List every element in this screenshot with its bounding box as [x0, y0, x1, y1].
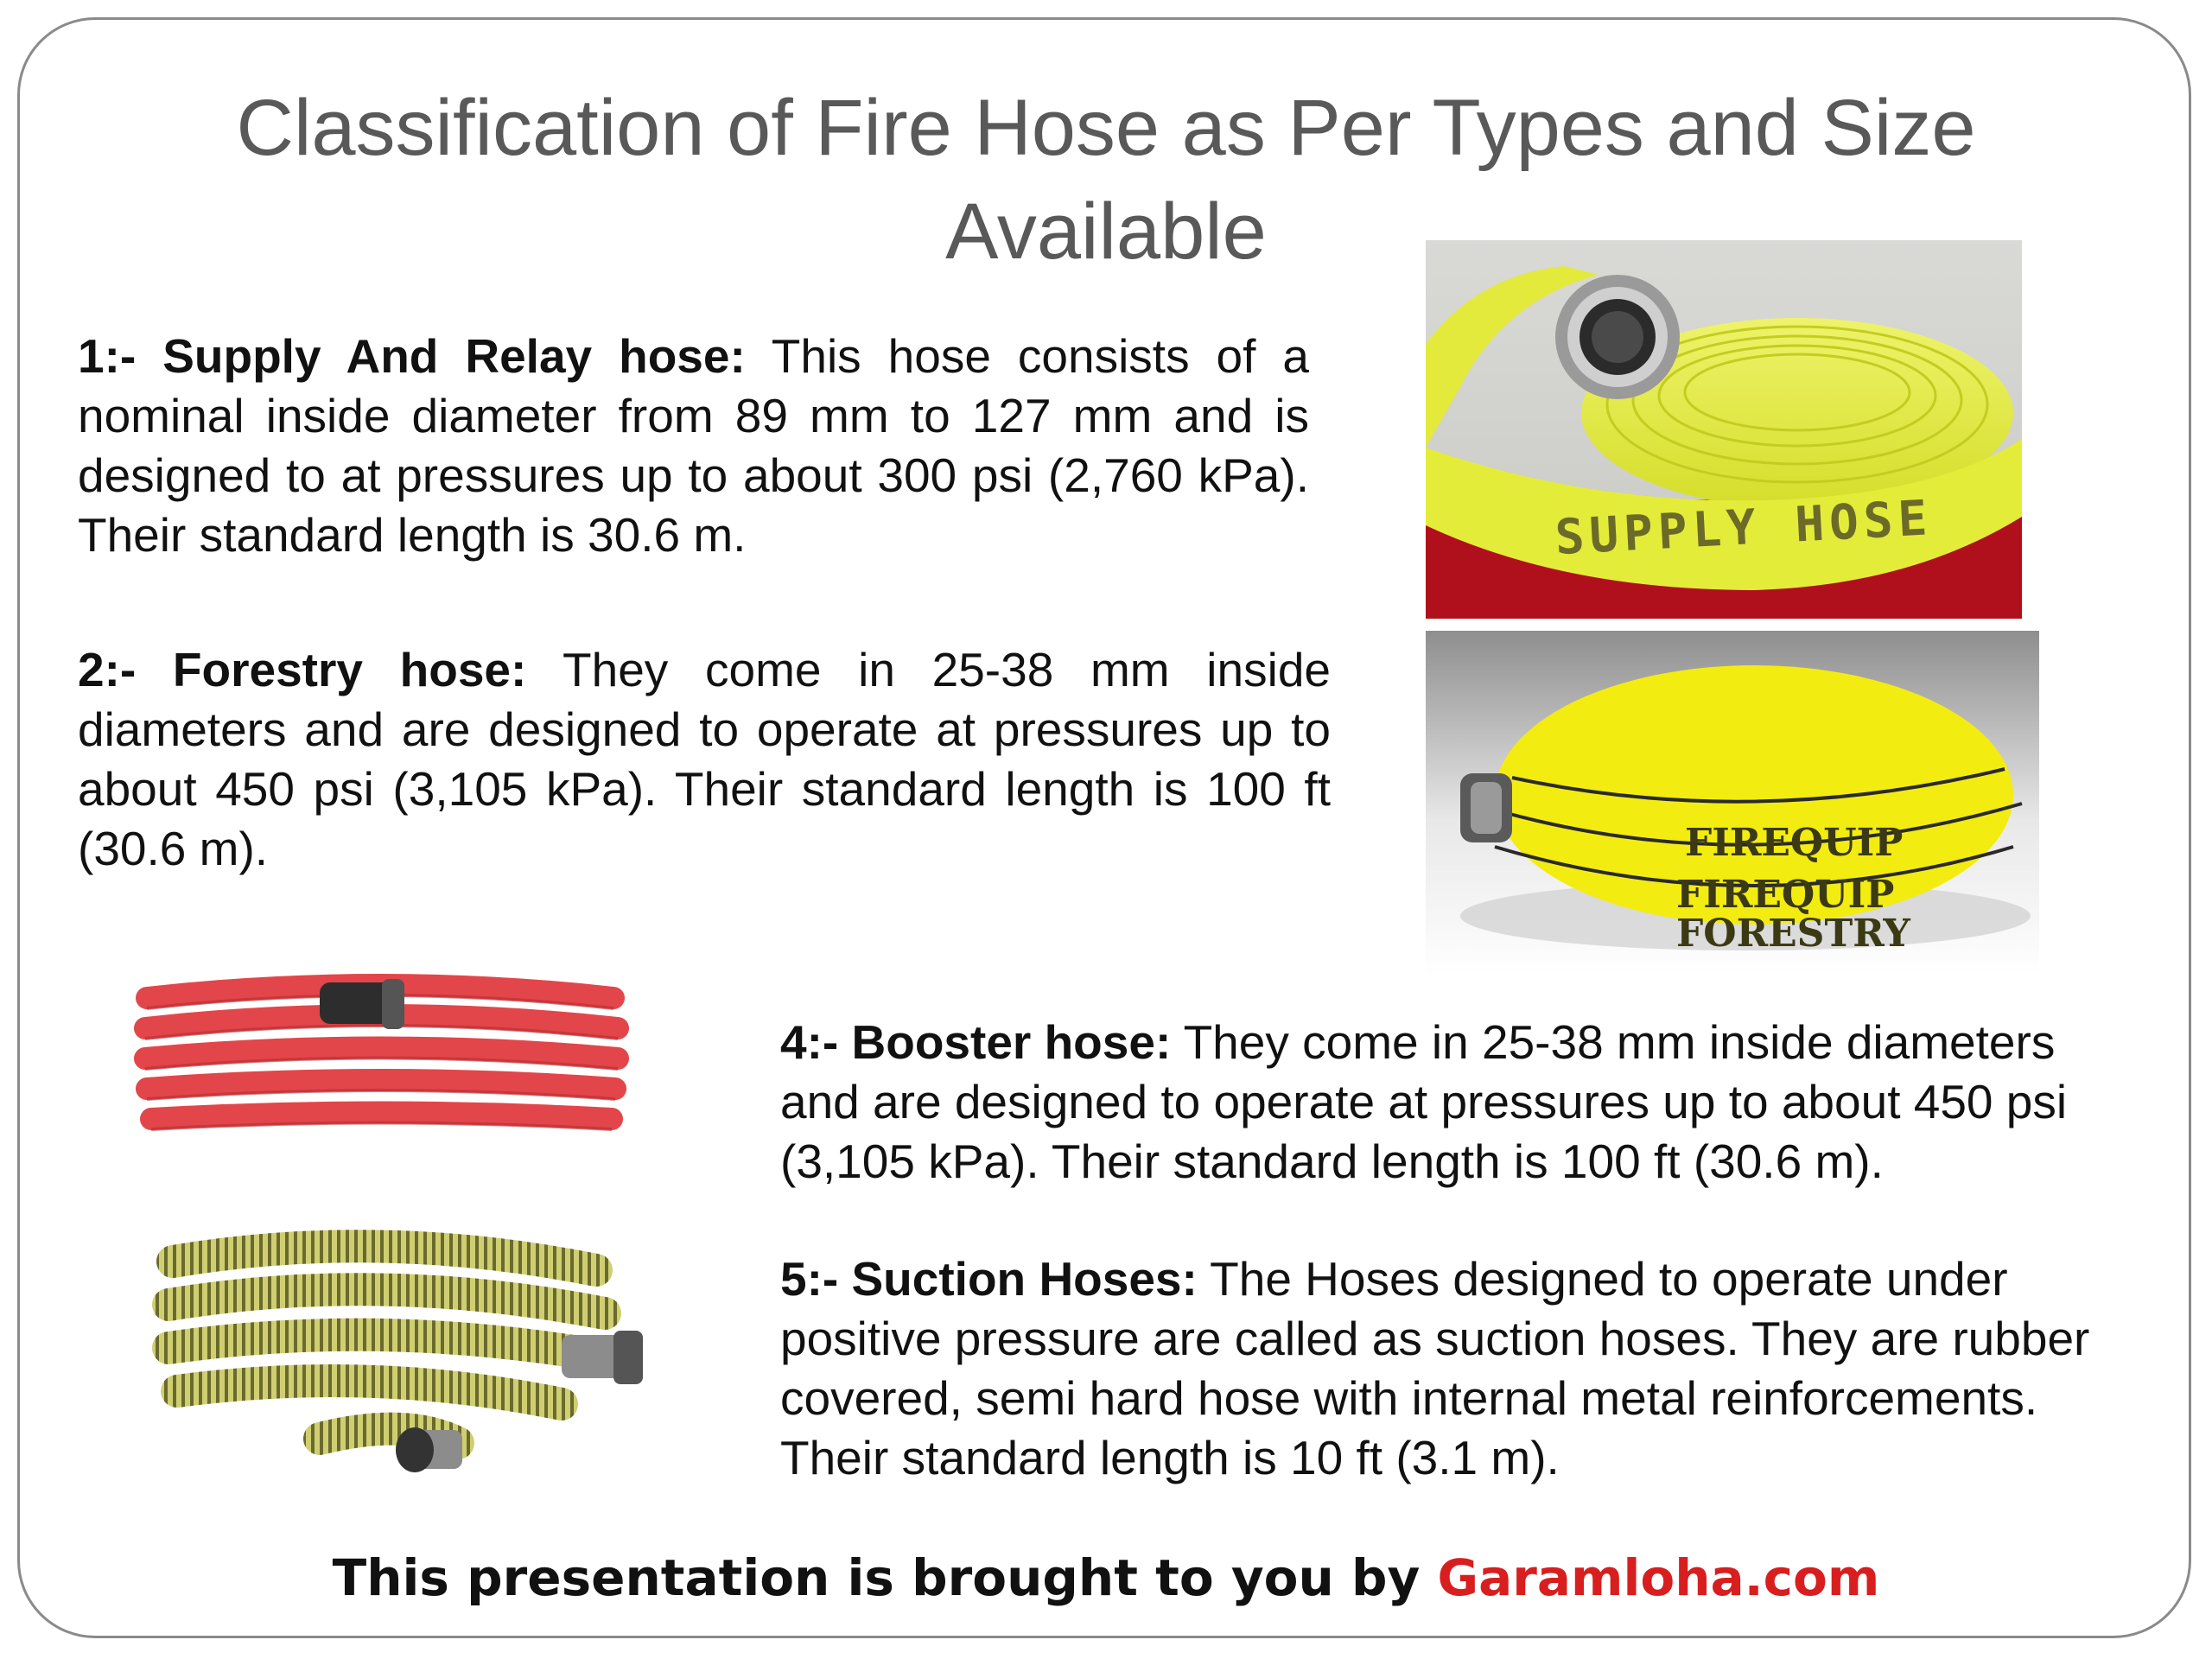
section-booster-hose	[780, 1013, 2128, 1192]
supply-hose-print: SUPPLY HOSE	[1554, 490, 1934, 567]
section-heading: 4:- Booster hose:	[780, 1015, 1172, 1069]
section-supply-relay-hose	[78, 327, 1309, 565]
forestry-print-2: FIREQUIP	[1676, 873, 1895, 917]
section-suction-hoses	[780, 1249, 2154, 1488]
section-text: This hose consists of a nominal inside diameter from 89 mm to 127 mm and is designed to at pressures up to about 300 psi (2,760 kPa). Their standard length is 30.6 m.	[78, 329, 1309, 562]
footer-credit	[0, 1548, 2212, 1607]
forestry-print-3: FORESTRY	[1676, 912, 1910, 956]
section-heading: 5:- Suction Hoses:	[780, 1252, 1198, 1306]
booster-hose-image	[130, 963, 631, 1154]
supply-hose-image	[1426, 240, 2022, 619]
section-forestry-hose	[78, 640, 1331, 879]
forestry-hose-image	[1426, 631, 2039, 976]
section-heading: 1:- Supply And Relay hose:	[78, 329, 746, 383]
suction-hose-image	[147, 1218, 657, 1495]
footer-prefix: This presentation is brought to you by	[332, 1548, 1438, 1607]
section-heading: 2:- Forestry hose:	[78, 643, 527, 696]
section-text: They come in 25-38 mm inside diameters and are designed to operate at pressures up to about 450 psi (3,105 kPa). Their standard length is 100 ft (30.6 m).	[78, 643, 1331, 875]
section-text: The Hoses designed to operate under positive pressure are called as suction hoses. They are rubber covered, semi hard hose with internal metal reinforcements. Their standard length is 10 ft (3.1 m).	[780, 1252, 2090, 1484]
slide-title: Classification of Fire Hose as Per Types and Size Available	[236, 84, 1976, 276]
forestry-print-1: FIREQUIP	[1685, 821, 1904, 865]
section-text: They come in 25-38 mm inside diameters and are designed to operate at pressures up to about 450 psi (3,105 kPa). Their standard length is 100 ft (30.6 m).	[780, 1015, 2068, 1188]
footer-brand-link[interactable]: Garamloha.com	[1437, 1548, 1880, 1607]
